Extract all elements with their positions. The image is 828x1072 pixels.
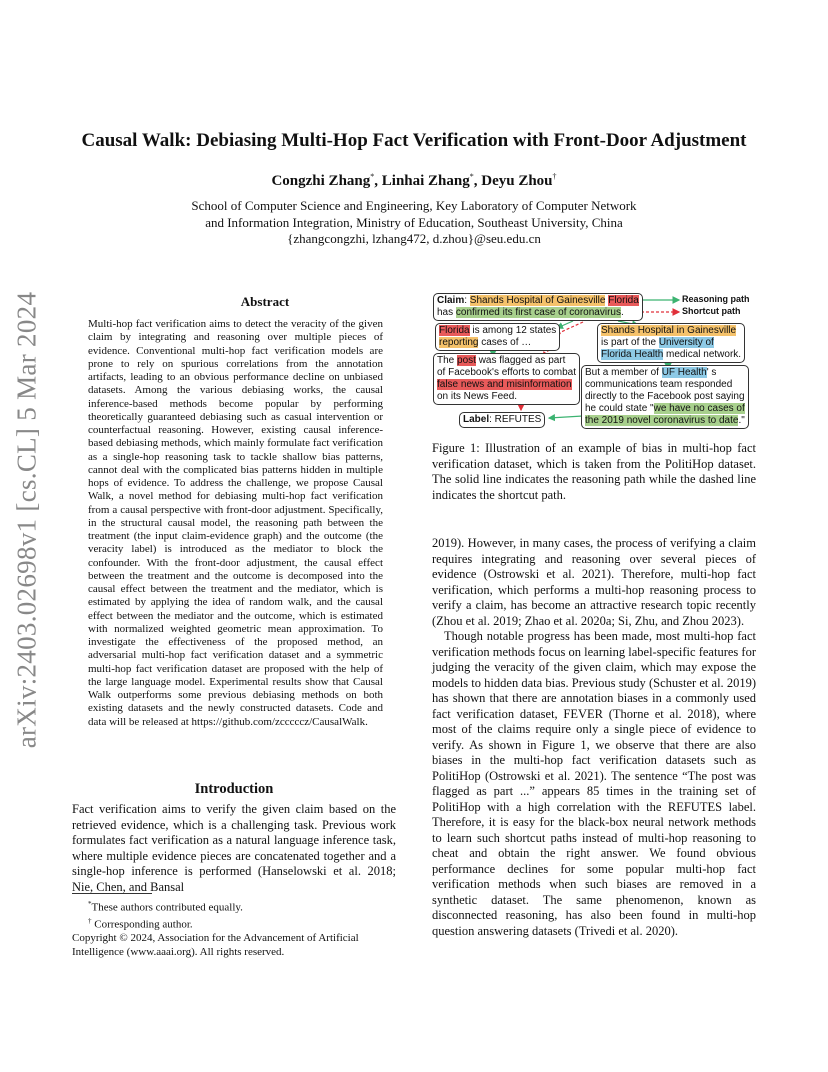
paragraph: 2019). However, in many cases, the process of verifying a claim requires integrating and reasoning over several pieces of evidence (Ostrowski et al. 2021). Therefore, multi-hop fact verification, which performs a multi-hop reasoning process to verify a claim, has become an attractive research topic recently (Zhou et al. 2019; Zhao et al. 2020a; Si, Zhu, and Zhou 2023).: [432, 536, 756, 628]
author-name: Linhai Zhang: [381, 173, 470, 189]
right-column-body: [432, 536, 756, 939]
evidence-box-3: The post was flagged as part of Facebook's efforts to combat false news and misinformation on its News Feed.: [433, 353, 580, 405]
affiliation: School of Computer Science and Engineering, Key Laboratory of Computer Network and Information Integration, Ministry of Education, Southeast University, China {zhangcongzhi, lzhang472, d.zhou}@seu.edu.cn: [60, 198, 768, 248]
footnote-rule: [72, 893, 152, 894]
paragraph: Though notable progress has been made, most multi-hop fact verification methods focus on learning label-specific features for judging the veracity of the given claim, which may expose the models to hidden data bias. Previous study (Schuster et al. 2019) has shown that there are annotation biases in a commonly used fact verification dataset, FEVER (Thorne et al. 2018), where most of the claims require only a single piece of evidence to verify. As shown in Figure 1, we observe that there are also biases in the multi-hop fact verification datasets such as PolitiHop (Ostrowski et al. 2021). The sentence “The post was flagged as part ...” appears 85 times in the training set of PolitiHop with a high correlation with the REFUTES label. Therefore, it is easy for the black-box neural network methods to learn such shortcut paths instead of multi-hop reasoning to cheat and obtain the right answer. We found obvious performance declines for some popular multi-hop fact verification methods when such biases are removed in a synthetic dataset. The same phenomenon, known as disconnected reasoning, has also been found in multi-hop question answering datasets (Trivedi et al. 2020).: [432, 629, 756, 938]
abstract-heading: Abstract: [240, 294, 290, 309]
legend-reasoning: Reasoning path: [682, 294, 750, 304]
footnotes: [72, 898, 396, 959]
arxiv-sidebar-stamp: arXiv:2403.02698v1 [cs.CL] 5 Mar 2024: [11, 291, 42, 749]
abstract-text: Multi-hop fact verification aims to detect the veracity of the given claim by integrating and reasoning over multiple pieces of evidence. Conventional multi-hop fact verification models are prone to rely on spurious correlations from the annotation artifacts, leading to an obvious performance decline on unbiased datasets. Among the various debiasing works, the causal inference-based methods become popular by performing theoretically guaranteed debiasing such as casual intervention or counterfactual reasoning. However, existing causal inference-based debiasing methods, which mainly formulate fact verification as a single-hop reasoning task to tackle shallow bias patterns, cannot deal with the complicated bias patterns hidden in multiple hops of evidence. To address the challenge, we propose Causal Walk, a novel method for debiasing multi-hop fact verification from a causal perspective with front-door adjustment. Specifically, in the structural causal model, the reasoning path between the treatment (the input claim-evidence graph) and the outcome (the veracity label) is introduced as the mediator to block the confounder. With the front-door adjustment, the causal effect between the treatment and the outcome is decomposed into the causal effect between the treatment and the mediator, which is estimated by applying the idea of random walk, and the causal effect between the mediator and the outcome, which is estimated with normalized weighted geometric mean approximation. To investigate the effectiveness of the proposed method, an adversarial multi-hop fact verification dataset and a symmetric multi-hop fact verification dataset are proposed with the help of the large language model. Experimental results show that Causal Walk outperforms some previous debiasing methods on both existing datasets and the newly constructed datasets. Code and data will be released at https://github.com/zcccccz/CausalWalk.: [88, 318, 383, 728]
paper-title: Causal Walk: Debiasing Multi-Hop Fact Verification with Front-Door Adjustment: [81, 130, 747, 151]
footnote-equal-contribution: *These authors contributed equally.: [88, 900, 243, 914]
evidence-box-2: Shands Hospital in Gainesville is part of the University of Florida Health medical network.: [597, 323, 745, 363]
introduction-heading: Introduction: [194, 781, 274, 797]
evidence-box-4: But a member of UF Health' s communications team responded directly to the Facebook post saying he could state "we have no cases of the 2019 novel coronavirus to date.": [581, 365, 749, 429]
author-name: Congzhi Zhang: [271, 173, 371, 189]
evidence-box-1: Florida is among 12 states reporting cases of …: [435, 323, 560, 351]
arrow-ev4-to-label: [549, 416, 583, 418]
author-name: Deyu Zhou: [481, 173, 553, 189]
author-emails: {zhangcongzhi, lzhang472, d.zhou}@seu.edu.cn: [287, 231, 541, 246]
claim-box: Claim: Shands Hospital of Gainesville Florida has confirmed its first case of coronavirus.: [433, 293, 643, 321]
footnote-corresponding: † Corresponding author.: [88, 917, 193, 931]
figure-1-diagram: [433, 290, 765, 432]
introduction-text: Fact verification aims to verify the given claim based on the retrieved evidence, which is a challenging task. Previous work formulates fact verification as a natural language inference task, where multiple evidence pieces are concatenated together and a single-hop inference is performed (Hanselowski et al. 2018; Nie, Chen, and Bansal: [72, 802, 396, 894]
figure-1-caption: Figure 1: Illustration of an example of bias in multi-hop fact verification dataset, which is taken from the PolitiHop dataset. The solid line indicates the reasoning path while the dashed line indicates the shortcut path.: [432, 441, 756, 502]
copyright-notice: Copyright © 2024, Association for the Advancement of Artificial Intelligence (www.aaai.org). All rights reserved.: [72, 932, 359, 958]
author-list: Congzhi Zhang*, Linhai Zhang*, Deyu Zhou†: [271, 172, 557, 189]
label-box: Label: REFUTES: [459, 412, 545, 428]
legend-shortcut: Shortcut path: [682, 306, 741, 316]
